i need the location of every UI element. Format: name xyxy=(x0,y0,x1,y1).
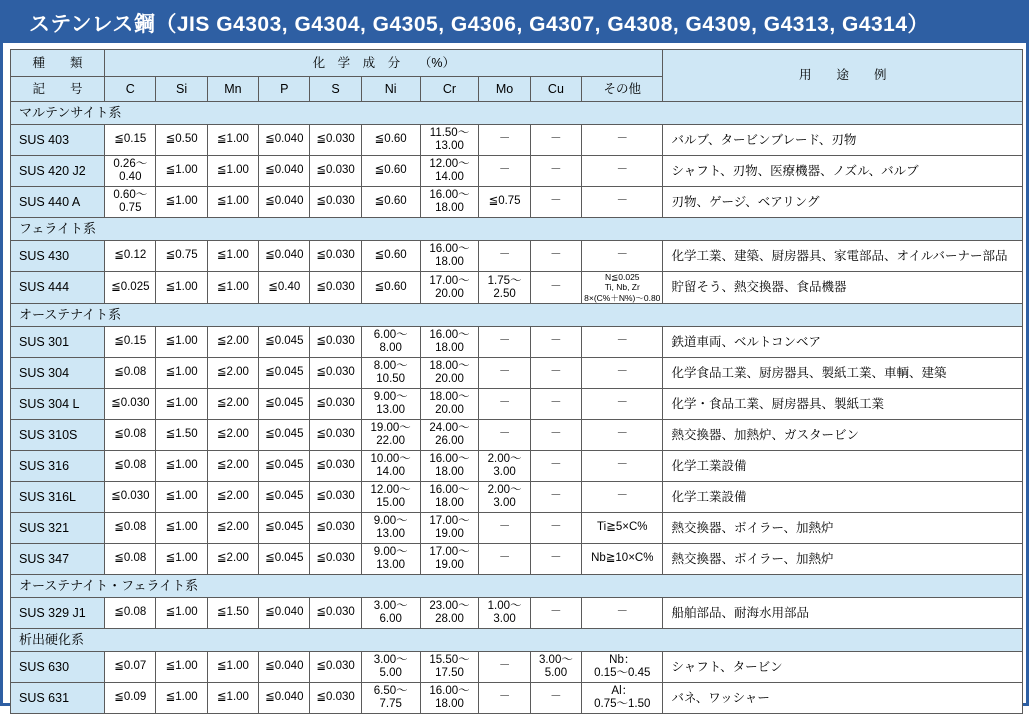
row-kind-symbol: SUS 440 A xyxy=(11,187,105,218)
cell-mo: 1.00～ 3.00 xyxy=(479,598,530,629)
cell-mn: ≦2.00 xyxy=(207,389,258,420)
cell-p: ≦0.040 xyxy=(259,187,310,218)
table-row xyxy=(11,420,1023,451)
cell-cu: － xyxy=(530,156,581,187)
table-row xyxy=(11,652,1023,683)
cell-mn: ≦2.00 xyxy=(207,451,258,482)
table-row xyxy=(11,451,1023,482)
cell-s: ≦0.030 xyxy=(310,544,361,575)
cell-p: ≦0.045 xyxy=(259,482,310,513)
cell-si: ≦1.00 xyxy=(156,272,207,304)
row-kind-symbol: SUS 403 xyxy=(11,125,105,156)
stainless-steel-table xyxy=(10,49,1023,714)
cell-mn: ≦2.00 xyxy=(207,420,258,451)
cell-ni: ≦0.60 xyxy=(361,187,420,218)
cell-c: ≦0.08 xyxy=(105,513,156,544)
table-row xyxy=(11,272,1023,304)
table-row xyxy=(11,327,1023,358)
table-row xyxy=(11,358,1023,389)
cell-cr: 17.00～ 20.00 xyxy=(420,272,479,304)
header-element-ni: Ni xyxy=(361,77,420,102)
group-header-row xyxy=(11,304,1023,327)
cell-si: ≦0.50 xyxy=(156,125,207,156)
cell-mo: ≦0.75 xyxy=(479,187,530,218)
cell-c: ≦0.030 xyxy=(105,389,156,420)
cell-p: ≦0.045 xyxy=(259,420,310,451)
header-element-si: Si xyxy=(156,77,207,102)
cell-cr: 16.00～ 18.00 xyxy=(420,482,479,513)
cell-c: ≦0.09 xyxy=(105,683,156,714)
header-element-other: その他 xyxy=(582,77,663,102)
cell-s: ≦0.030 xyxy=(310,241,361,272)
cell-si: ≦1.00 xyxy=(156,358,207,389)
cell-s: ≦0.030 xyxy=(310,187,361,218)
cell-cu: － xyxy=(530,272,581,304)
cell-other: Nb： 0.15～0.45 xyxy=(582,652,663,683)
cell-cu: － xyxy=(530,125,581,156)
cell-use-example: 貯留そう、熱交換器、食品機器 xyxy=(663,272,1023,304)
table-row xyxy=(11,125,1023,156)
cell-cu: － xyxy=(530,544,581,575)
cell-c: 0.26～ 0.40 xyxy=(105,156,156,187)
cell-ni: 12.00～ 15.00 xyxy=(361,482,420,513)
cell-ni: 6.50～ 7.75 xyxy=(361,683,420,714)
cell-use-example: バネ、ワッシャー xyxy=(663,683,1023,714)
cell-mn: ≦1.00 xyxy=(207,652,258,683)
cell-ni: 9.00～ 13.00 xyxy=(361,513,420,544)
group-header-row xyxy=(11,102,1023,125)
table-container xyxy=(3,43,1026,714)
cell-cu: － xyxy=(530,187,581,218)
cell-ni: 8.00～ 10.50 xyxy=(361,358,420,389)
cell-other: Al： 0.75～1.50 xyxy=(582,683,663,714)
cell-p: ≦0.40 xyxy=(259,272,310,304)
cell-p: ≦0.045 xyxy=(259,451,310,482)
group-label: マルテンサイト系 xyxy=(11,102,1023,125)
cell-ni: ≦0.60 xyxy=(361,272,420,304)
cell-cu: － xyxy=(530,389,581,420)
cell-cu: － xyxy=(530,598,581,629)
cell-s: ≦0.030 xyxy=(310,683,361,714)
row-kind-symbol: SUS 631 xyxy=(11,683,105,714)
cell-si: ≦1.00 xyxy=(156,187,207,218)
cell-cu: 3.00～ 5.00 xyxy=(530,652,581,683)
row-kind-symbol: SUS 444 xyxy=(11,272,105,304)
cell-c: ≦0.08 xyxy=(105,451,156,482)
cell-ni: 6.00～ 8.00 xyxy=(361,327,420,358)
cell-s: ≦0.030 xyxy=(310,513,361,544)
group-header-row xyxy=(11,218,1023,241)
cell-mo: － xyxy=(479,358,530,389)
table-head xyxy=(11,50,1023,102)
group-header-row xyxy=(11,629,1023,652)
cell-mn: ≦1.00 xyxy=(207,125,258,156)
cell-cu: － xyxy=(530,327,581,358)
cell-mn: ≦2.00 xyxy=(207,327,258,358)
cell-si: ≦1.00 xyxy=(156,156,207,187)
header-kind-line1: 種 類 xyxy=(11,50,105,77)
cell-s: ≦0.030 xyxy=(310,358,361,389)
cell-ni: 19.00～ 22.00 xyxy=(361,420,420,451)
cell-p: ≦0.040 xyxy=(259,241,310,272)
header-element-cu: Cu xyxy=(530,77,581,102)
cell-si: ≦1.00 xyxy=(156,482,207,513)
cell-other: － xyxy=(582,482,663,513)
cell-mn: ≦2.00 xyxy=(207,544,258,575)
cell-mn: ≦1.50 xyxy=(207,598,258,629)
page-title: ステンレス鋼（JIS G4303, G4304, G4305, G4306, G4307, G4308, G4309, G4313, G4314） xyxy=(29,13,930,36)
cell-cu: － xyxy=(530,683,581,714)
cell-other: － xyxy=(582,598,663,629)
header-chemical-composition: 化 学 成 分 （%） xyxy=(105,50,663,77)
cell-cr: 16.00～ 18.00 xyxy=(420,187,479,218)
header-element-c: C xyxy=(105,77,156,102)
cell-cr: 18.00～ 20.00 xyxy=(420,389,479,420)
cell-ni: ≦0.60 xyxy=(361,156,420,187)
cell-si: ≦1.50 xyxy=(156,420,207,451)
cell-use-example: 熱交換器、加熱炉、ガスタービン xyxy=(663,420,1023,451)
cell-mo: － xyxy=(479,241,530,272)
cell-other: － xyxy=(582,327,663,358)
cell-cr: 16.00～ 18.00 xyxy=(420,327,479,358)
table-row xyxy=(11,241,1023,272)
header-element-s: S xyxy=(310,77,361,102)
cell-p: ≦0.045 xyxy=(259,544,310,575)
table-row xyxy=(11,482,1023,513)
cell-other: － xyxy=(582,241,663,272)
cell-use-example: 熱交換器、ボイラー、加熱炉 xyxy=(663,544,1023,575)
group-label: フェライト系 xyxy=(11,218,1023,241)
cell-use-example: 刃物、ゲージ、ベアリング xyxy=(663,187,1023,218)
cell-use-example: 船舶部品、耐海水用部品 xyxy=(663,598,1023,629)
cell-use-example: 熱交換器、ボイラー、加熱炉 xyxy=(663,513,1023,544)
cell-use-example: 鉄道車両、ベルトコンベア xyxy=(663,327,1023,358)
cell-mo: 2.00～ 3.00 xyxy=(479,482,530,513)
header-row-1 xyxy=(11,50,1023,77)
cell-p: ≦0.045 xyxy=(259,327,310,358)
cell-mo: － xyxy=(479,389,530,420)
cell-mo: － xyxy=(479,652,530,683)
cell-c: ≦0.12 xyxy=(105,241,156,272)
cell-s: ≦0.030 xyxy=(310,327,361,358)
cell-cr: 12.00～ 14.00 xyxy=(420,156,479,187)
row-kind-symbol: SUS 347 xyxy=(11,544,105,575)
cell-cr: 16.00～ 18.00 xyxy=(420,241,479,272)
row-kind-symbol: SUS 420 J2 xyxy=(11,156,105,187)
cell-cr: 16.00～ 18.00 xyxy=(420,451,479,482)
cell-ni: 9.00～ 13.00 xyxy=(361,544,420,575)
cell-use-example: シャフト、刃物、医療機器、ノズル、バルブ xyxy=(663,156,1023,187)
cell-other: － xyxy=(582,125,663,156)
header-element-mo: Mo xyxy=(479,77,530,102)
cell-s: ≦0.030 xyxy=(310,451,361,482)
cell-p: ≦0.040 xyxy=(259,598,310,629)
cell-mn: ≦2.00 xyxy=(207,513,258,544)
table-row xyxy=(11,187,1023,218)
cell-c: ≦0.08 xyxy=(105,420,156,451)
cell-use-example: 化学食品工業、厨房器具、製紙工業、車輌、建築 xyxy=(663,358,1023,389)
cell-si: ≦0.75 xyxy=(156,241,207,272)
cell-mn: ≦1.00 xyxy=(207,187,258,218)
cell-ni: 3.00～ 5.00 xyxy=(361,652,420,683)
cell-p: ≦0.040 xyxy=(259,652,310,683)
cell-c: ≦0.030 xyxy=(105,482,156,513)
row-kind-symbol: SUS 321 xyxy=(11,513,105,544)
cell-c: ≦0.08 xyxy=(105,358,156,389)
cell-ni: 10.00～ 14.00 xyxy=(361,451,420,482)
group-label: オーステナイト系 xyxy=(11,304,1023,327)
cell-p: ≦0.040 xyxy=(259,683,310,714)
header-kind-line2: 記 号 xyxy=(11,77,105,102)
row-kind-symbol: SUS 430 xyxy=(11,241,105,272)
row-kind-symbol: SUS 304 xyxy=(11,358,105,389)
cell-c: ≦0.025 xyxy=(105,272,156,304)
cell-cu: － xyxy=(530,241,581,272)
cell-use-example: 化学工業設備 xyxy=(663,451,1023,482)
cell-use-example: 化学・食品工業、厨房器具、製紙工業 xyxy=(663,389,1023,420)
cell-p: ≦0.045 xyxy=(259,513,310,544)
cell-c: ≦0.07 xyxy=(105,652,156,683)
cell-cu: － xyxy=(530,420,581,451)
cell-s: ≦0.030 xyxy=(310,156,361,187)
cell-cu: － xyxy=(530,482,581,513)
header-element-mn: Mn xyxy=(207,77,258,102)
cell-si: ≦1.00 xyxy=(156,327,207,358)
cell-other: － xyxy=(582,187,663,218)
cell-p: ≦0.045 xyxy=(259,358,310,389)
table-body xyxy=(11,102,1023,714)
cell-c: ≦0.08 xyxy=(105,544,156,575)
cell-mn: ≦1.00 xyxy=(207,272,258,304)
cell-other: N≦0.025 Ti, Nb, Zr 8×(C%＋N%)～0.80 xyxy=(582,272,663,304)
cell-mo: － xyxy=(479,420,530,451)
table-row xyxy=(11,389,1023,420)
cell-s: ≦0.030 xyxy=(310,482,361,513)
cell-cr: 16.00～ 18.00 xyxy=(420,683,479,714)
cell-cr: 18.00～ 20.00 xyxy=(420,358,479,389)
cell-other: Nb≧10×C% xyxy=(582,544,663,575)
table-row xyxy=(11,598,1023,629)
cell-use-example: 化学工業設備 xyxy=(663,482,1023,513)
cell-cr: 15.50～ 17.50 xyxy=(420,652,479,683)
cell-p: ≦0.040 xyxy=(259,125,310,156)
group-label: オーステナイト・フェライト系 xyxy=(11,575,1023,598)
group-label: 析出硬化系 xyxy=(11,629,1023,652)
cell-cu: － xyxy=(530,513,581,544)
cell-p: ≦0.040 xyxy=(259,156,310,187)
cell-c: ≦0.08 xyxy=(105,598,156,629)
cell-mn: ≦2.00 xyxy=(207,482,258,513)
header-element-p: P xyxy=(259,77,310,102)
table-row xyxy=(11,544,1023,575)
cell-other: Ti≧5×C% xyxy=(582,513,663,544)
cell-si: ≦1.00 xyxy=(156,513,207,544)
cell-mo: － xyxy=(479,327,530,358)
cell-c: ≦0.15 xyxy=(105,125,156,156)
cell-p: ≦0.045 xyxy=(259,389,310,420)
cell-s: ≦0.030 xyxy=(310,598,361,629)
cell-c: 0.60～ 0.75 xyxy=(105,187,156,218)
cell-mo: － xyxy=(479,683,530,714)
cell-s: ≦0.030 xyxy=(310,652,361,683)
cell-other: － xyxy=(582,420,663,451)
cell-si: ≦1.00 xyxy=(156,652,207,683)
page-title-bar xyxy=(3,3,1026,43)
cell-si: ≦1.00 xyxy=(156,451,207,482)
cell-other: － xyxy=(582,389,663,420)
group-header-row xyxy=(11,575,1023,598)
row-kind-symbol: SUS 329 J1 xyxy=(11,598,105,629)
cell-mo: 2.00～ 3.00 xyxy=(479,451,530,482)
cell-cr: 23.00～ 28.00 xyxy=(420,598,479,629)
cell-ni: 3.00～ 6.00 xyxy=(361,598,420,629)
cell-mn: ≦2.00 xyxy=(207,358,258,389)
row-kind-symbol: SUS 316 xyxy=(11,451,105,482)
cell-other: － xyxy=(582,156,663,187)
cell-mn: ≦1.00 xyxy=(207,683,258,714)
row-kind-symbol: SUS 630 xyxy=(11,652,105,683)
cell-si: ≦1.00 xyxy=(156,389,207,420)
cell-other: － xyxy=(582,451,663,482)
cell-si: ≦1.00 xyxy=(156,598,207,629)
cell-s: ≦0.030 xyxy=(310,389,361,420)
cell-use-example: 化学工業、建築、厨房器具、家電部品、オイルバーナー部品 xyxy=(663,241,1023,272)
row-kind-symbol: SUS 304 L xyxy=(11,389,105,420)
cell-mo: － xyxy=(479,544,530,575)
cell-mo: － xyxy=(479,156,530,187)
cell-cu: － xyxy=(530,451,581,482)
cell-cu: － xyxy=(530,358,581,389)
cell-use-example: シャフト、タービン xyxy=(663,652,1023,683)
cell-c: ≦0.15 xyxy=(105,327,156,358)
row-kind-symbol: SUS 316L xyxy=(11,482,105,513)
table-row xyxy=(11,156,1023,187)
cell-mo: － xyxy=(479,513,530,544)
cell-mo: 1.75～ 2.50 xyxy=(479,272,530,304)
cell-use-example: バルブ、タービンブレード、刃物 xyxy=(663,125,1023,156)
cell-cr: 11.50～ 13.00 xyxy=(420,125,479,156)
cell-ni: 9.00～ 13.00 xyxy=(361,389,420,420)
cell-mo: － xyxy=(479,125,530,156)
cell-mn: ≦1.00 xyxy=(207,241,258,272)
cell-ni: ≦0.60 xyxy=(361,241,420,272)
cell-s: ≦0.030 xyxy=(310,272,361,304)
cell-ni: ≦0.60 xyxy=(361,125,420,156)
row-kind-symbol: SUS 301 xyxy=(11,327,105,358)
cell-si: ≦1.00 xyxy=(156,683,207,714)
cell-other: － xyxy=(582,358,663,389)
cell-si: ≦1.00 xyxy=(156,544,207,575)
cell-cr: 24.00～ 26.00 xyxy=(420,420,479,451)
cell-cr: 17.00～ 19.00 xyxy=(420,513,479,544)
table-row xyxy=(11,683,1023,714)
cell-s: ≦0.030 xyxy=(310,125,361,156)
table-row xyxy=(11,513,1023,544)
header-element-cr: Cr xyxy=(420,77,479,102)
row-kind-symbol: SUS 310S xyxy=(11,420,105,451)
cell-mn: ≦1.00 xyxy=(207,156,258,187)
cell-cr: 17.00～ 19.00 xyxy=(420,544,479,575)
cell-s: ≦0.030 xyxy=(310,420,361,451)
header-use-example: 用 途 例 xyxy=(663,50,1023,102)
